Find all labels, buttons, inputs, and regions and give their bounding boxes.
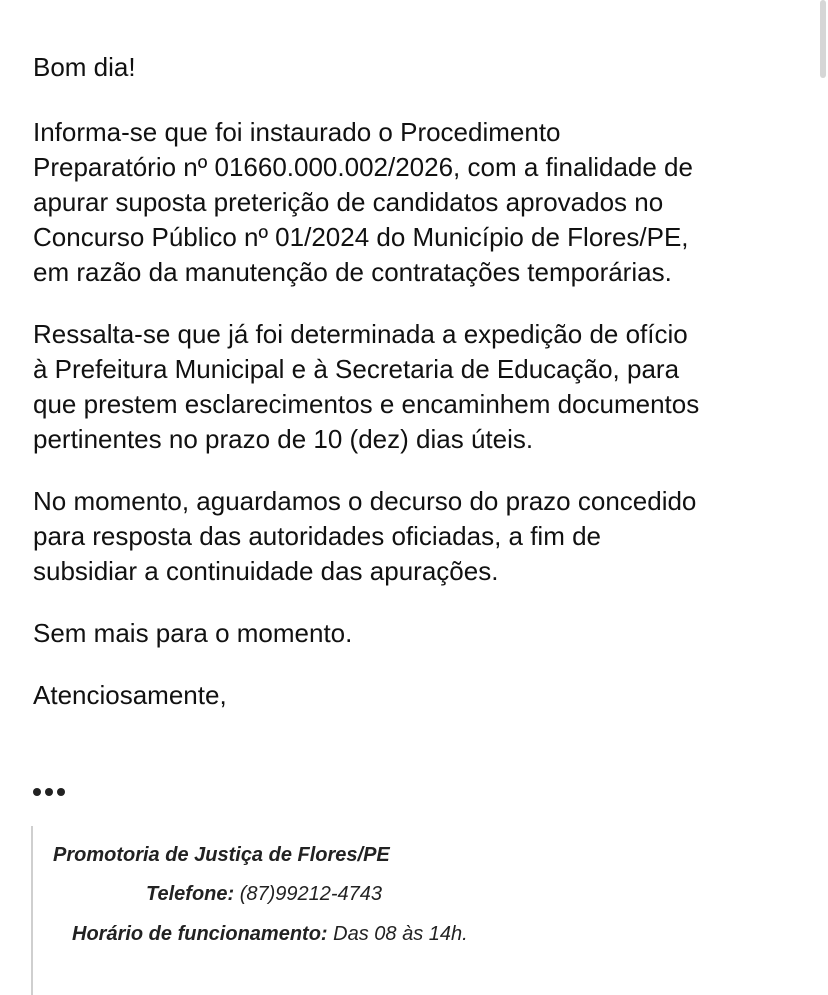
paragraph-waiting (33, 484, 803, 589)
closing-text: Atenciosamente, (33, 680, 227, 710)
signature-hours (72, 923, 468, 946)
dot (45, 788, 53, 796)
dot (33, 788, 41, 796)
paragraph-line: Ressalta-se que já foi determinada a expedição de ofício (33, 319, 688, 349)
paragraph-line: à Prefeitura Municipal e à Secretaria de Educação, para (33, 354, 680, 384)
scrollbar[interactable] (820, 0, 826, 78)
paragraph-official-letter (33, 317, 803, 457)
paragraph-line: em razão da manutenção de contratações temporárias. (33, 257, 672, 287)
signature-phone (146, 883, 382, 906)
paragraph-line: apurar suposta preterição de candidatos aprovados no (33, 187, 664, 217)
greeting-text: Bom dia! (33, 52, 136, 82)
paragraph-line: pertinentes no prazo de 10 (dez) dias úteis. (33, 424, 534, 454)
paragraph-line: Preparatório nº 01660.000.002/2026, com a finalidade de (33, 152, 693, 182)
dot (57, 788, 65, 796)
paragraph-line: No momento, aguardamos o decurso do prazo concedido (33, 486, 697, 516)
phone-value[interactable]: (87)99212-4743 (239, 883, 383, 905)
paragraph-no-more: Sem mais para o momento. (33, 618, 353, 648)
paragraph-line: subsidiar a continuidade das apurações. (33, 556, 499, 586)
signature-quote-block (31, 826, 813, 995)
paragraph-line: Informa-se que foi instaurado o Procedimento (33, 117, 561, 147)
email-body (33, 50, 803, 740)
phone-label: Telefone: (146, 883, 235, 905)
hours-value: Das 08 às 14h. (333, 923, 468, 945)
paragraph-line: que prestem esclarecimentos e encaminhem documentos (33, 389, 700, 419)
paragraph-line: Concurso Público nº 01/2024 do Município de Flores/PE, (33, 222, 689, 252)
hours-label: Horário de funcionamento: (72, 923, 328, 945)
signature-organization: Promotoria de Justiça de Flores/PE (53, 844, 390, 866)
paragraph-line: para resposta das autoridades oficiadas, a fim de (33, 521, 602, 551)
paragraph-procedure (33, 115, 803, 290)
more-horizontal-icon[interactable] (33, 780, 73, 804)
